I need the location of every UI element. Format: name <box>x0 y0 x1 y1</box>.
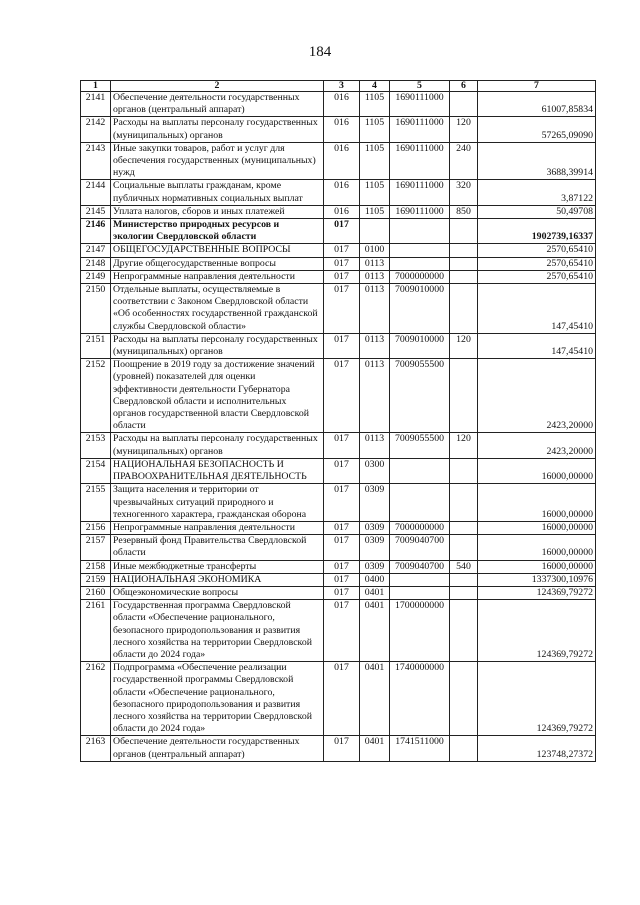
row-code-4: 0113 <box>360 257 390 270</box>
row-number: 2156 <box>81 521 111 534</box>
row-name: Министерство природных ресурсов и экологии Свердловской области <box>111 219 324 244</box>
row-code-3: 017 <box>324 535 360 560</box>
row-amount: 2423,20000 <box>478 433 596 458</box>
row-code-4: 1105 <box>360 142 390 180</box>
row-code-5: 1700000000 <box>390 600 450 662</box>
row-code-4: 0401 <box>360 736 390 761</box>
header-cell: 6 <box>450 81 478 92</box>
row-code-5: 1690111000 <box>390 205 450 218</box>
row-code-6 <box>450 573 478 586</box>
row-code-5: 7009040700 <box>390 560 450 573</box>
row-name: Резервный фонд Правительства Свердловской области <box>111 535 324 560</box>
row-number: 2145 <box>81 205 111 218</box>
row-code-5: 1690111000 <box>390 142 450 180</box>
row-code-6: 120 <box>450 333 478 358</box>
row-name: Отдельные выплаты, осуществляемые в соответствии с Законом Свердловской области «Об особенностях государственной гражданской службы Свердловской области» <box>111 284 324 334</box>
row-code-4: 0309 <box>360 560 390 573</box>
row-code-4: 0401 <box>360 600 390 662</box>
table-row <box>81 205 596 218</box>
row-code-6: 120 <box>450 433 478 458</box>
row-name: НАЦИОНАЛЬНАЯ БЕЗОПАСНОСТЬ И ПРАВООХРАНИТЕЛЬНАЯ ДЕЯТЕЛЬНОСТЬ <box>111 458 324 483</box>
row-code-3: 016 <box>324 180 360 205</box>
row-code-6: 540 <box>450 560 478 573</box>
row-number: 2159 <box>81 573 111 586</box>
row-code-4: 0100 <box>360 244 390 257</box>
row-code-5: 7009040700 <box>390 535 450 560</box>
row-code-4: 0300 <box>360 458 390 483</box>
row-name: Другие общегосударственные вопросы <box>111 257 324 270</box>
table-row <box>81 180 596 205</box>
row-code-5: 7009055500 <box>390 359 450 433</box>
row-name: Обеспечение деятельности государственных органов (центральный аппарат) <box>111 92 324 117</box>
row-number: 2151 <box>81 333 111 358</box>
table-row <box>81 535 596 560</box>
row-code-3: 017 <box>324 333 360 358</box>
row-code-4: 0401 <box>360 662 390 736</box>
row-name: Защита населения и территории от чрезвычайных ситуаций природного и техногенного характера, гражданская оборона <box>111 484 324 522</box>
table-row <box>81 484 596 522</box>
row-code-6 <box>450 535 478 560</box>
header-cell: 7 <box>478 81 596 92</box>
row-name: Общеэкономические вопросы <box>111 586 324 599</box>
table-row <box>81 586 596 599</box>
row-code-4: 0113 <box>360 359 390 433</box>
row-code-6 <box>450 92 478 117</box>
table-row <box>81 284 596 334</box>
header-cell: 1 <box>81 81 111 92</box>
table-body <box>81 92 596 762</box>
table-row <box>81 560 596 573</box>
row-amount: 50,49708 <box>478 205 596 218</box>
header-cell: 3 <box>324 81 360 92</box>
row-amount: 57265,09090 <box>478 117 596 142</box>
row-code-3: 016 <box>324 92 360 117</box>
row-code-3: 017 <box>324 244 360 257</box>
row-code-5: 7000000000 <box>390 270 450 283</box>
row-name: Непрограммные направления деятельности <box>111 521 324 534</box>
table-row <box>81 244 596 257</box>
row-code-6 <box>450 219 478 244</box>
row-name: Иные закупки товаров, работ и услуг для обеспечения государственных (муниципальных) нужд <box>111 142 324 180</box>
row-code-6: 120 <box>450 117 478 142</box>
row-number: 2149 <box>81 270 111 283</box>
row-amount: 1337300,10976 <box>478 573 596 586</box>
row-number: 2146 <box>81 219 111 244</box>
row-code-3: 016 <box>324 142 360 180</box>
row-code-5: 1690111000 <box>390 180 450 205</box>
row-number: 2148 <box>81 257 111 270</box>
row-number: 2144 <box>81 180 111 205</box>
row-name: Иные межбюджетные трансферты <box>111 560 324 573</box>
row-code-3: 017 <box>324 257 360 270</box>
row-name: Поощрение в 2019 году за достижение значений (уровней) показателей для оценки эффективности деятельности Губернатора Свердловской области и исполнительных органов государственной власти Свердловской области <box>111 359 324 433</box>
table-row <box>81 521 596 534</box>
row-code-6: 850 <box>450 205 478 218</box>
row-code-5 <box>390 573 450 586</box>
row-code-4: 0113 <box>360 333 390 358</box>
row-code-3: 016 <box>324 117 360 142</box>
row-number: 2142 <box>81 117 111 142</box>
row-code-4: 1105 <box>360 180 390 205</box>
row-code-6: 320 <box>450 180 478 205</box>
row-name: Обеспечение деятельности государственных органов (центральный аппарат) <box>111 736 324 761</box>
row-code-5: 1690111000 <box>390 92 450 117</box>
row-code-4 <box>360 219 390 244</box>
row-number: 2154 <box>81 458 111 483</box>
row-amount: 16000,00000 <box>478 535 596 560</box>
row-code-3: 016 <box>324 205 360 218</box>
row-code-5: 7009055500 <box>390 433 450 458</box>
row-code-3: 017 <box>324 521 360 534</box>
row-number: 2157 <box>81 535 111 560</box>
row-code-5: 1740000000 <box>390 662 450 736</box>
row-code-3: 017 <box>324 736 360 761</box>
row-number: 2158 <box>81 560 111 573</box>
row-code-4: 0113 <box>360 270 390 283</box>
table-row <box>81 117 596 142</box>
row-name: ОБЩЕГОСУДАРСТВЕННЫЕ ВОПРОСЫ <box>111 244 324 257</box>
table-row <box>81 662 596 736</box>
row-code-6 <box>450 359 478 433</box>
row-amount: 123748,27372 <box>478 736 596 761</box>
row-code-5: 1741511000 <box>390 736 450 761</box>
row-code-3: 017 <box>324 573 360 586</box>
row-code-6 <box>450 484 478 522</box>
header-cell: 4 <box>360 81 390 92</box>
table-row <box>81 92 596 117</box>
row-amount: 3,87122 <box>478 180 596 205</box>
row-code-5 <box>390 257 450 270</box>
row-code-4: 0401 <box>360 586 390 599</box>
row-name: Расходы на выплаты персоналу государственных (муниципальных) органов <box>111 433 324 458</box>
row-code-6 <box>450 736 478 761</box>
row-code-4: 1105 <box>360 205 390 218</box>
row-amount: 1902739,16337 <box>478 219 596 244</box>
row-number: 2162 <box>81 662 111 736</box>
row-code-5: 7009010000 <box>390 284 450 334</box>
row-code-3: 017 <box>324 662 360 736</box>
row-code-6 <box>450 244 478 257</box>
row-code-3: 017 <box>324 359 360 433</box>
row-code-6 <box>450 458 478 483</box>
row-name: Социальные выплаты гражданам, кроме публичных нормативных социальных выплат <box>111 180 324 205</box>
table-row <box>81 433 596 458</box>
row-code-3: 017 <box>324 284 360 334</box>
table-row <box>81 458 596 483</box>
row-code-3: 017 <box>324 219 360 244</box>
row-code-4: 0309 <box>360 484 390 522</box>
row-amount: 2570,65410 <box>478 244 596 257</box>
table-row <box>81 219 596 244</box>
row-code-3: 017 <box>324 560 360 573</box>
table-row <box>81 270 596 283</box>
row-name: Государственная программа Свердловской области «Обеспечение рационального, безопасного природопользования и развития лесного хозяйства на территории Свердловской области до 2024 года» <box>111 600 324 662</box>
row-amount: 147,45410 <box>478 333 596 358</box>
row-number: 2160 <box>81 586 111 599</box>
row-number: 2153 <box>81 433 111 458</box>
row-code-6 <box>450 257 478 270</box>
row-code-6 <box>450 270 478 283</box>
row-code-6 <box>450 662 478 736</box>
table-row <box>81 573 596 586</box>
row-number: 2143 <box>81 142 111 180</box>
table-row <box>81 736 596 761</box>
table-row <box>81 257 596 270</box>
row-name: Расходы на выплаты персоналу государственных (муниципальных) органов <box>111 117 324 142</box>
row-code-3: 017 <box>324 458 360 483</box>
row-number: 2141 <box>81 92 111 117</box>
row-name: Подпрограмма «Обеспечение реализации государственной программы Свердловской области «Обеспечение рационального, безопасного природопользования и развития лесного хозяйства на территории Свердловской области до 2024 года» <box>111 662 324 736</box>
row-code-4: 0309 <box>360 535 390 560</box>
row-name: Непрограммные направления деятельности <box>111 270 324 283</box>
row-number: 2150 <box>81 284 111 334</box>
row-amount: 16000,00000 <box>478 560 596 573</box>
row-code-5 <box>390 458 450 483</box>
row-amount: 2570,65410 <box>478 270 596 283</box>
row-number: 2147 <box>81 244 111 257</box>
row-code-3: 017 <box>324 586 360 599</box>
row-code-5: 7009010000 <box>390 333 450 358</box>
row-code-6 <box>450 586 478 599</box>
table-row <box>81 359 596 433</box>
row-amount: 124369,79272 <box>478 662 596 736</box>
row-amount: 16000,00000 <box>478 458 596 483</box>
row-code-6 <box>450 600 478 662</box>
row-code-3: 017 <box>324 433 360 458</box>
budget-table <box>80 80 596 762</box>
row-code-5 <box>390 219 450 244</box>
row-code-4: 0113 <box>360 433 390 458</box>
row-name: Расходы на выплаты персоналу государственных (муниципальных) органов <box>111 333 324 358</box>
header-cell: 5 <box>390 81 450 92</box>
row-code-6 <box>450 284 478 334</box>
row-number: 2155 <box>81 484 111 522</box>
row-code-4: 1105 <box>360 117 390 142</box>
row-code-6 <box>450 521 478 534</box>
row-code-4: 0113 <box>360 284 390 334</box>
row-code-5 <box>390 484 450 522</box>
row-number: 2161 <box>81 600 111 662</box>
row-code-5 <box>390 244 450 257</box>
table-row <box>81 600 596 662</box>
header-cell: 2 <box>111 81 324 92</box>
header-row <box>81 81 596 92</box>
row-number: 2163 <box>81 736 111 761</box>
row-amount: 2570,65410 <box>478 257 596 270</box>
table-row <box>81 333 596 358</box>
row-code-4: 0309 <box>360 521 390 534</box>
row-code-4: 1105 <box>360 92 390 117</box>
row-amount: 124369,79272 <box>478 586 596 599</box>
row-name: Уплата налогов, сборов и иных платежей <box>111 205 324 218</box>
row-code-6: 240 <box>450 142 478 180</box>
row-amount: 3688,39914 <box>478 142 596 180</box>
row-name: НАЦИОНАЛЬНАЯ ЭКОНОМИКА <box>111 573 324 586</box>
row-code-3: 017 <box>324 600 360 662</box>
row-code-5 <box>390 586 450 599</box>
row-code-4: 0400 <box>360 573 390 586</box>
row-amount: 124369,79272 <box>478 600 596 662</box>
row-code-3: 017 <box>324 484 360 522</box>
row-amount: 147,45410 <box>478 284 596 334</box>
row-code-3: 017 <box>324 270 360 283</box>
row-amount: 2423,20000 <box>478 359 596 433</box>
row-amount: 16000,00000 <box>478 484 596 522</box>
row-number: 2152 <box>81 359 111 433</box>
row-code-5: 1690111000 <box>390 117 450 142</box>
row-amount: 61007,85834 <box>478 92 596 117</box>
row-code-5: 7000000000 <box>390 521 450 534</box>
table-row <box>81 142 596 180</box>
row-amount: 16000,00000 <box>478 521 596 534</box>
page-number: 184 <box>308 44 332 60</box>
